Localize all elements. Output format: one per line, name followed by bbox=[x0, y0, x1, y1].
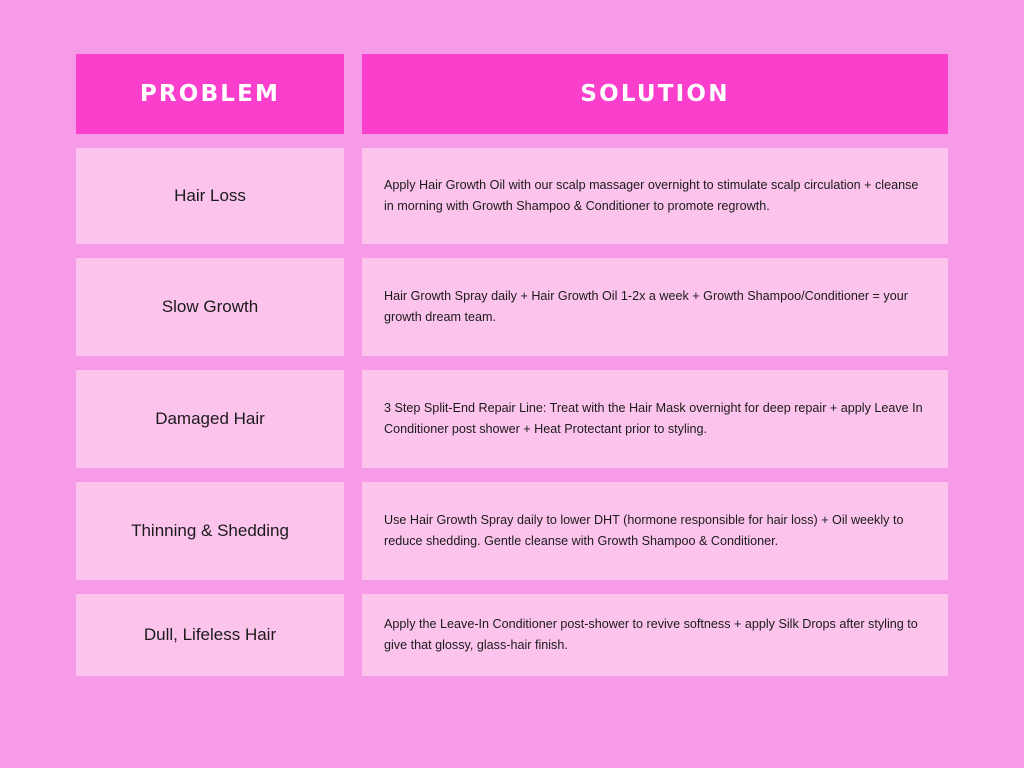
table-row bbox=[76, 258, 948, 356]
problem-label: Dull, Lifeless Hair bbox=[143, 624, 277, 644]
cell-solution bbox=[362, 594, 948, 676]
header-label-solution: SOLUTION bbox=[580, 80, 730, 107]
header-cell-solution bbox=[362, 54, 948, 134]
solution-label: Apply the Leave-In Conditioner post-shower to revive softness + apply Silk Drops after styling to give that glossy, glass-hair finish. bbox=[384, 617, 918, 652]
table-row bbox=[76, 370, 948, 468]
solution-label: Apply Hair Growth Oil with our scalp massager overnight to stimulate scalp circulation + cleanse in morning with Growth Shampoo & Conditioner to promote regrowth. bbox=[384, 178, 919, 213]
problem-solution-table bbox=[76, 54, 948, 676]
header-cell-problem bbox=[76, 54, 344, 134]
solution-label: Hair Growth Spray daily + Hair Growth Oil 1-2x a week + Growth Shampoo/Conditioner = your growth dream team. bbox=[384, 289, 908, 324]
problem-label: Thinning & Shedding bbox=[131, 520, 289, 540]
cell-solution bbox=[362, 258, 948, 356]
table-row bbox=[76, 148, 948, 244]
cell-problem bbox=[76, 148, 344, 244]
table-row bbox=[76, 482, 948, 580]
problem-label: Slow Growth bbox=[161, 296, 259, 316]
solution-label: 3 Step Split-End Repair Line: Treat with the Hair Mask overnight for deep repair + apply Leave In Conditioner post shower + Heat Protectant prior to styling. bbox=[384, 401, 923, 436]
table-row bbox=[76, 594, 948, 676]
problem-label: Damaged Hair bbox=[155, 408, 265, 428]
cell-problem bbox=[76, 482, 344, 580]
cell-solution bbox=[362, 370, 948, 468]
solution-label: Use Hair Growth Spray daily to lower DHT (hormone responsible for hair loss) + Oil weekly to reduce shedding. Gentle cleanse with Growth Shampoo & Conditioner. bbox=[384, 513, 904, 548]
cell-solution bbox=[362, 482, 948, 580]
cell-problem bbox=[76, 258, 344, 356]
cell-problem bbox=[76, 370, 344, 468]
cell-solution bbox=[362, 148, 948, 244]
header-label-problem: PROBLEM bbox=[139, 80, 281, 107]
problem-label: Hair Loss bbox=[174, 185, 246, 205]
cell-problem bbox=[76, 594, 344, 676]
table-header-row bbox=[76, 54, 948, 134]
